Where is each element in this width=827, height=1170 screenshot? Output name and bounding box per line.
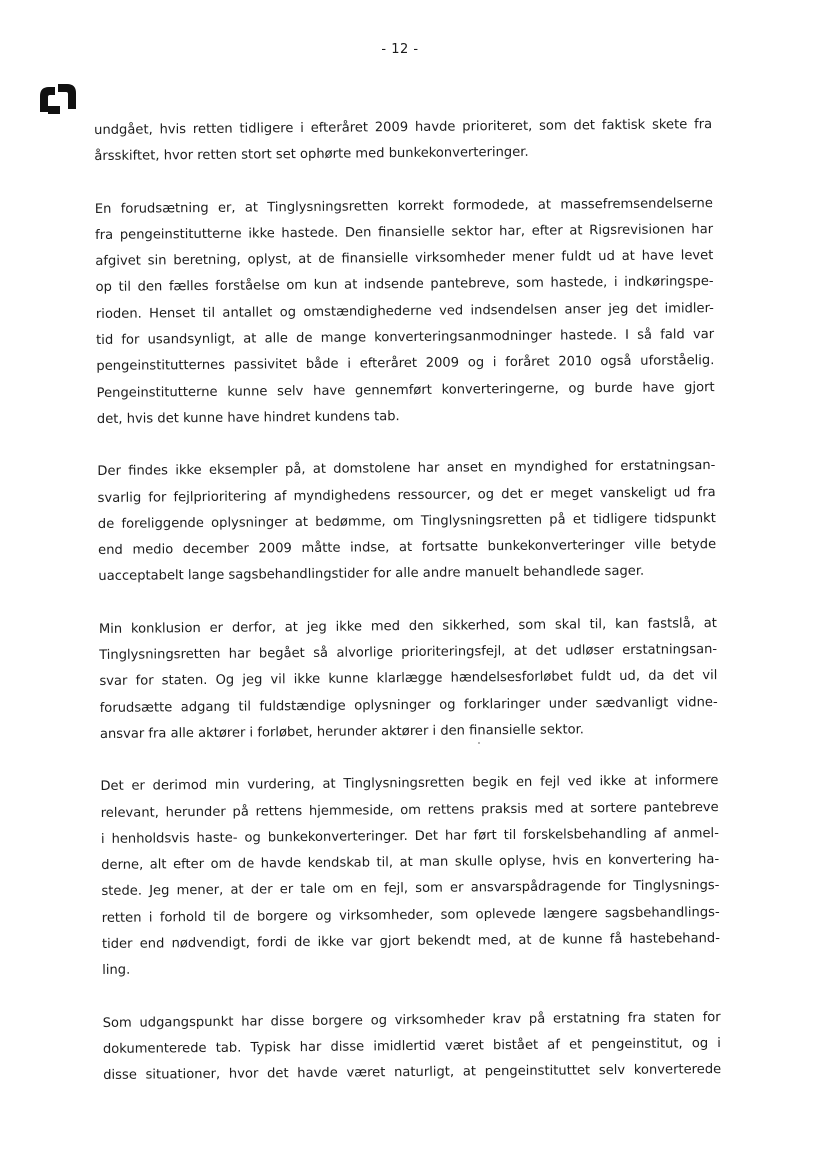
page-number: - 12 - (381, 42, 419, 57)
text-line: de foreliggende oplysninger at bedømme, om Tinglysningsretten på et tidligere tidspunkt (97, 510, 716, 532)
text-line: relevant, herunder på rettens hjemmeside, om rettens praksis med at sortere pantebreve (100, 799, 719, 821)
text-line: i henholdsvis haste- og bunkekonverteringer. Det har ført til forskelsbehandling af anmel- (100, 825, 719, 847)
text-line: op til den fælles forståelse om kun at indsende pantebreve, som hastede, i indkøringspe- (95, 274, 714, 296)
text-line: stede. Jeg mener, at der er tale om en fejl, som er ansvarspådragende for Tinglysnings- (101, 878, 720, 900)
scan-speck (478, 742, 480, 744)
text-line: derne, alt efter om de havde kendskab til, at man skulle oplyse, hvis en konvertering ha- (101, 852, 720, 874)
text-line: uacceptabelt lange sagsbehandlingstider for alle andre manuelt behandlede sager. (98, 564, 645, 585)
ombudsman-logo-icon (36, 82, 80, 118)
paragraph (95, 191, 715, 434)
text-line: retten i forhold til de borgere og virksomheder, som oplevede længere sagsbehandlings- (101, 904, 720, 926)
text-line: Tinglysningsretten har begået så alvorlige prioriteringsfejl, at det udløser erstatningsan- (99, 642, 718, 664)
text-line: Som udgangspunkt har disse borgere og virksomheder krav på erstatning fra staten for (102, 1009, 721, 1031)
text-line: afgivet sin beretning, oplyst, at de finansielle virksomheder mener fuldt ud at have levet (95, 248, 714, 270)
text-line: pengeinstitutternes passivitet både i efteråret 2009 og i foråret 2010 også uforståelig. (96, 353, 715, 375)
paragraph (99, 611, 718, 748)
text-line: fra pengeinstitutterne ikke hastede. Den finansielle sektor har, efter at Rigsrevisionen har (95, 221, 714, 243)
text-line: det, hvis det kunne have hindret kundens tab. (96, 409, 400, 427)
text-line: Der findes ikke eksempler på, at domstolene har anset en myndighed for erstatningsan- (97, 458, 716, 480)
text-line: dokumenterede tab. Typisk har disse imidlertid været bistået af et pengeinstitut, og i (102, 1035, 721, 1057)
text-line: Det er derimod min vurdering, at Tinglysningsretten begik en fejl ved ikke at informere (100, 773, 719, 795)
document-body (94, 112, 722, 1115)
paragraph (97, 453, 716, 590)
text-line: En forudsætning er, at Tinglysningsretten korrekt formodede, at massefremsendelserne (94, 195, 713, 217)
text-line: tider end nødvendigt, fordi de ikke var gjort bekendt med, at de kunne få hastebehand- (101, 931, 720, 952)
text-line: svar for staten. Og jeg vil ikke kunne klarlægge hændelsesforløbet fuldt ud, da det vil (99, 668, 718, 690)
text-line: rioden. Henset til antallet og omstændighederne ved indsendelsen anser jeg det imidler- (95, 300, 714, 322)
text-line: tid for usandsynligt, at alle de mange konverteringsanmodninger hastede. I så fald var (96, 327, 715, 349)
text-line: disse situationer, hvor det havde været naturligt, at pengeinstituttet selv konverterede (103, 1062, 722, 1084)
text-line: ansvar fra alle aktører i forløbet, herunder aktører i den finansielle sektor. (99, 722, 585, 742)
paragraph (100, 768, 720, 984)
text-line: Min konklusion er derfor, at jeg ikke med den sikkerhed, som skal til, kan fastslå, at (98, 615, 717, 637)
paragraph (94, 112, 712, 171)
text-line: ling. (102, 963, 131, 979)
text-line: årsskiftet, hvor retten stort set ophørte med bunkekonverteringer. (94, 145, 529, 165)
text-line: svarlig for fejlprioritering af myndighedens ressourcer, og det er meget vanskeligt ud fra (97, 484, 716, 506)
text-line: forudsætte adgang til fuldstændige oplysninger og forklaringer under sædvanligt vidne- (99, 694, 718, 716)
text-line: Pengeinstitutterne kunne selv have gennemført konverteringerne, og burde have gjort (96, 379, 715, 401)
text-line: undgået, hvis retten tidligere i efteråret 2009 havde prioriteret, som det faktisk skete fra (94, 117, 713, 138)
text-line: end medio december 2009 måtte indse, at fortsatte bunkekonverteringer ville betyde (98, 537, 717, 559)
paragraph (103, 1005, 722, 1090)
